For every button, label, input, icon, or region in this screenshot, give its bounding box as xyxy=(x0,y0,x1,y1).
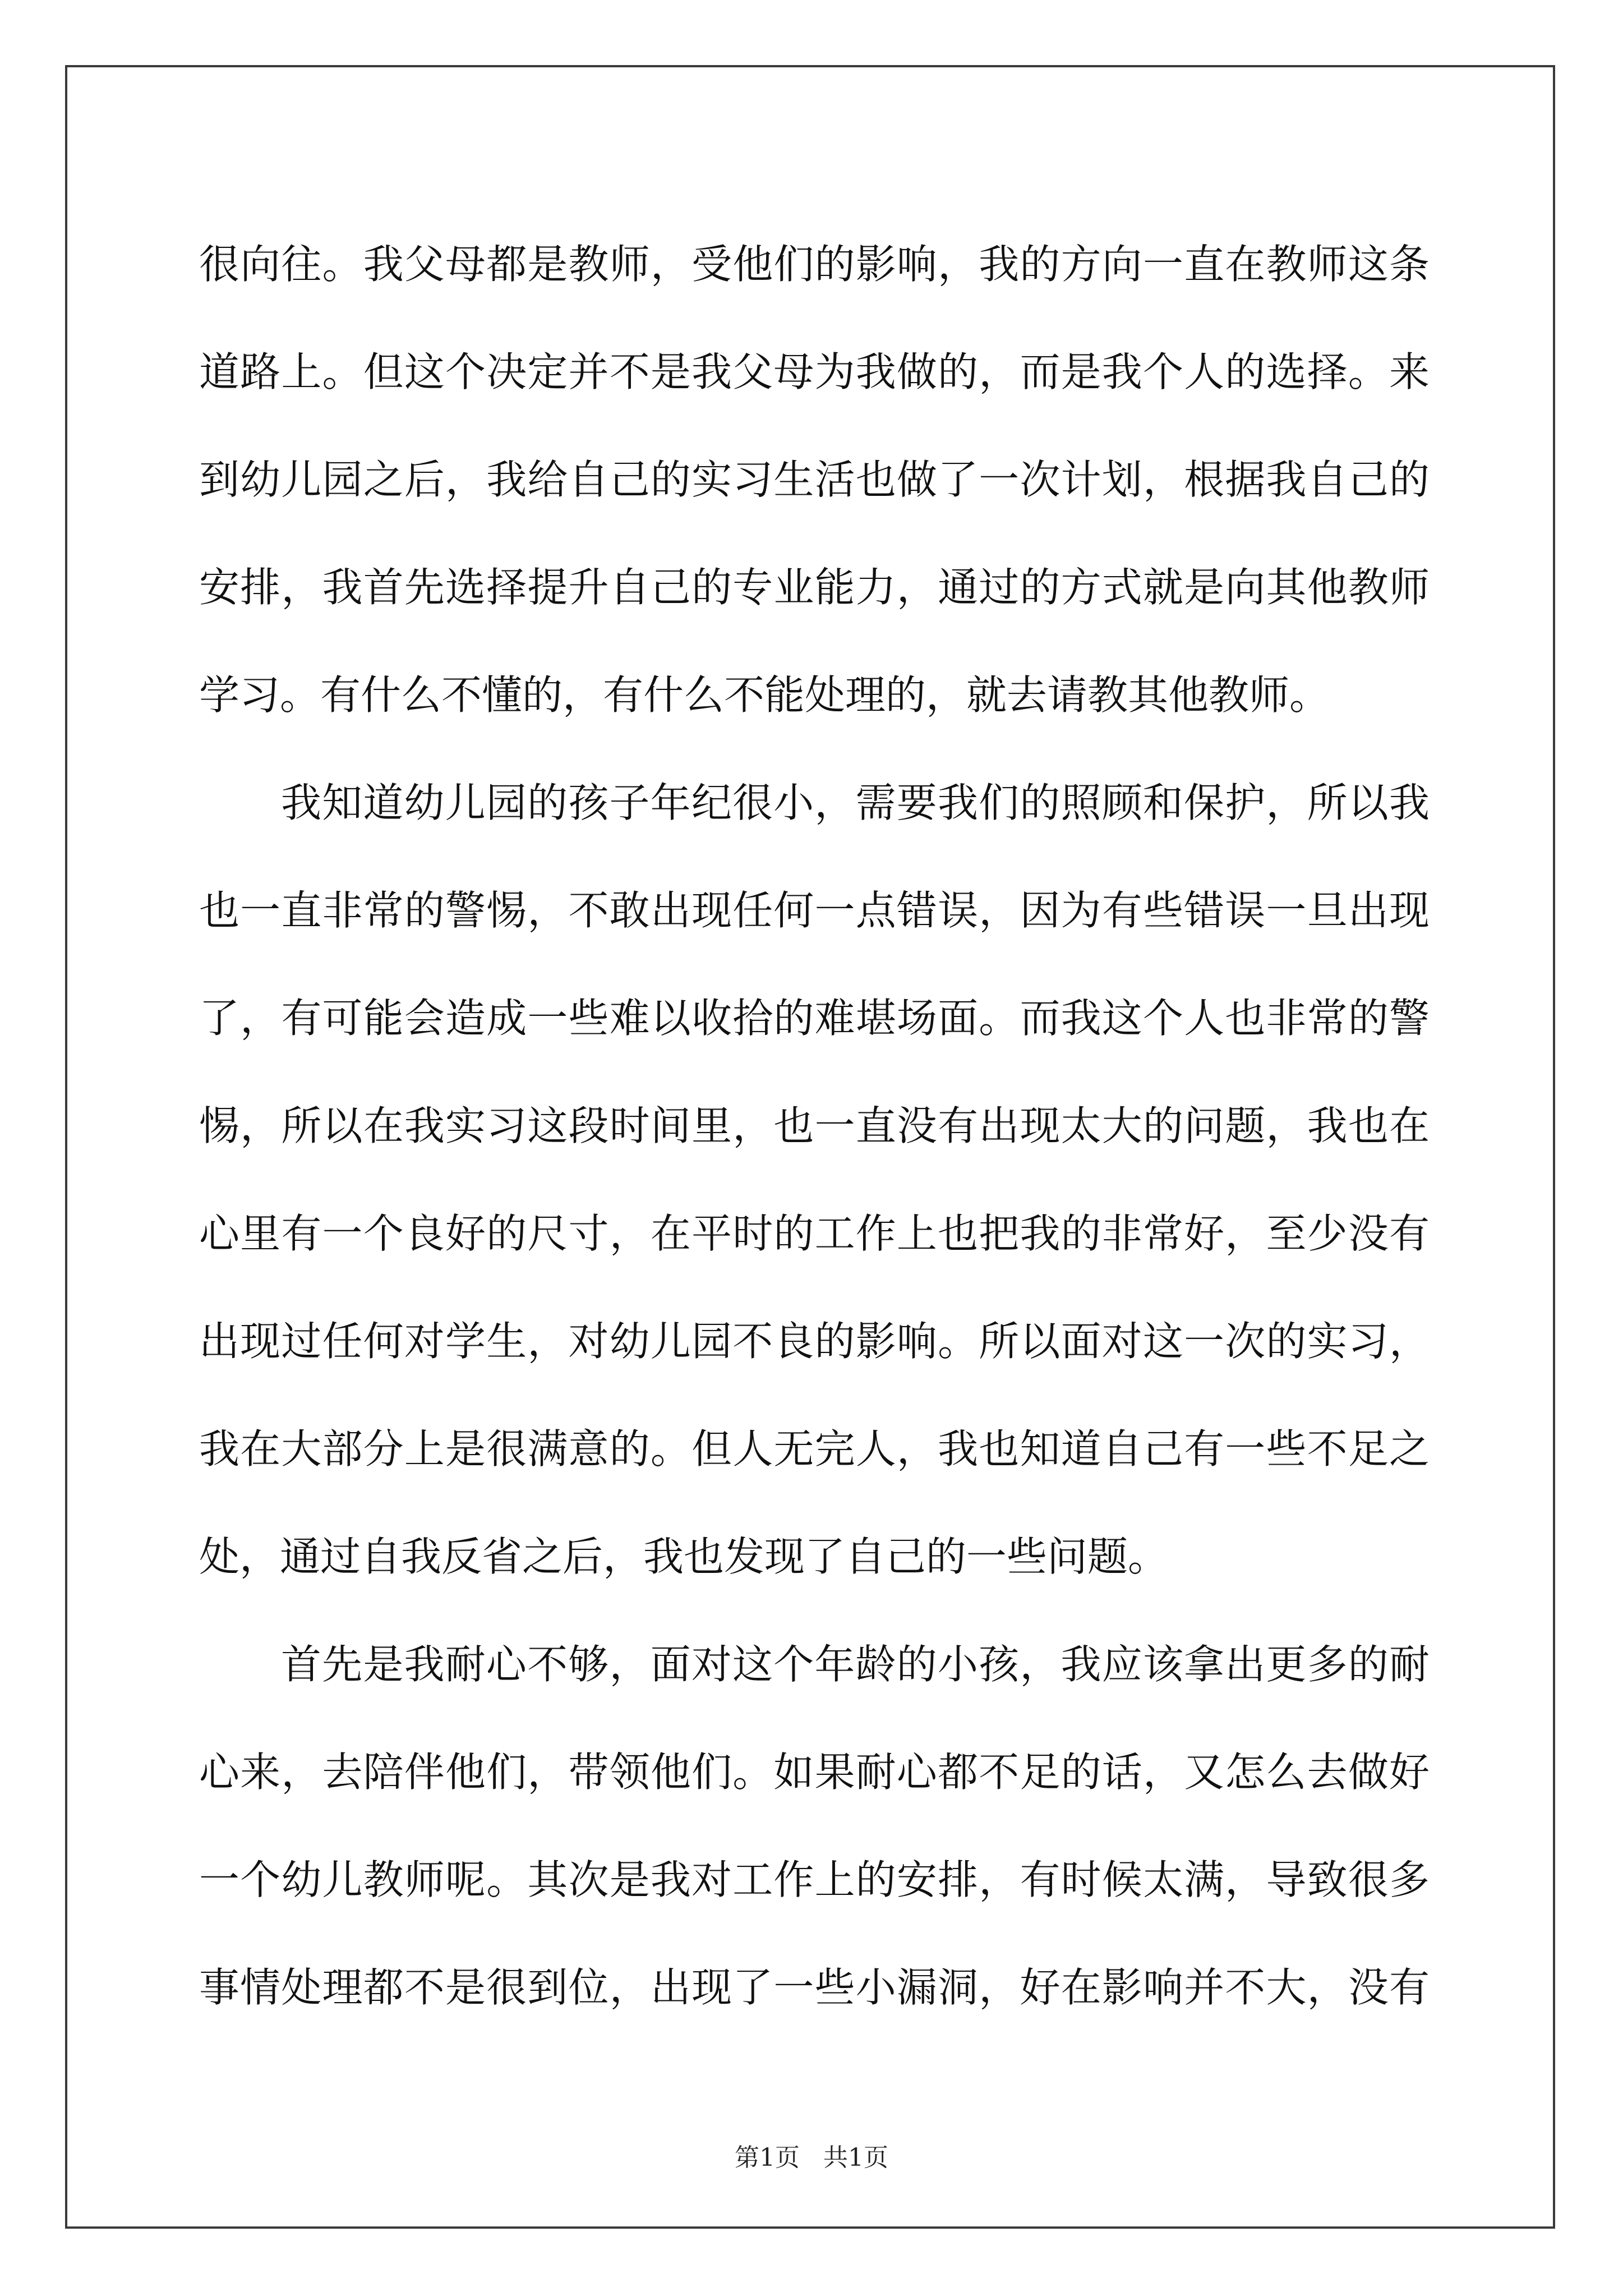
paragraph-3 xyxy=(199,1611,1430,2041)
text-line: 事情处理都不是很到位，出现了一些小漏洞，好在影响并不大，没有 xyxy=(199,1964,1430,2011)
text-line: 处，通过自我反省之后，我也发现了自己的一些问题。 xyxy=(199,1533,1169,1580)
text-line: 学习。有什么不懂的，有什么不能处理的，就去请教其他教师。 xyxy=(199,671,1330,719)
text-line: 首先是我耐心不够，面对这个年龄的小孩，我应该拿出更多的耐 xyxy=(281,1641,1430,1688)
text-line: 我在大部分上是很满意的。但人无完人，我也知道自己有一些不足之 xyxy=(199,1425,1430,1473)
text-line: 也一直非常的警惕，不敢出现任何一点错误，因为有些错误一旦出现 xyxy=(199,887,1430,934)
text-line: 出现过任何对学生，对幼儿园不良的影响。所以面对这一次的实习， xyxy=(199,1318,1430,1365)
text-line: 到幼儿园之后，我给自己的实习生活也做了一次计划，根据我自己的 xyxy=(199,456,1430,503)
document-body xyxy=(199,210,1430,2041)
text-line: 心里有一个良好的尺寸，在平时的工作上也把我的非常好，至少没有 xyxy=(199,1210,1430,1257)
text-line: 心来，去陪伴他们，带领他们。如果耐心都不足的话，又怎么去做好 xyxy=(199,1749,1430,1796)
page-total: 共1页 xyxy=(823,2143,888,2172)
text-line: 了，有可能会造成一些难以收拾的难堪场面。而我这个人也非常的警 xyxy=(199,995,1430,1042)
paragraph-2 xyxy=(199,749,1430,1611)
page-number: 第1页 xyxy=(735,2143,800,2172)
text-line: 惕，所以在我实习这段时间里，也一直没有出现太大的问题，我也在 xyxy=(199,1102,1430,1149)
page-footer xyxy=(0,2137,1623,2173)
text-line: 我知道幼儿园的孩子年纪很小，需要我们的照顾和保护，所以我 xyxy=(281,779,1430,826)
text-line: 很向往。我父母都是教师，受他们的影响，我的方向一直在教师这条 xyxy=(199,241,1430,288)
text-line: 一个幼儿教师呢。其次是我对工作上的安排，有时候太满，导致很多 xyxy=(199,1856,1430,1903)
paragraph-1 xyxy=(199,210,1430,749)
text-line: 安排，我首先选择提升自己的专业能力，通过的方式就是向其他教师 xyxy=(199,564,1430,611)
text-line: 道路上。但这个决定并不是我父母为我做的，而是我个人的选择。来 xyxy=(199,348,1430,395)
